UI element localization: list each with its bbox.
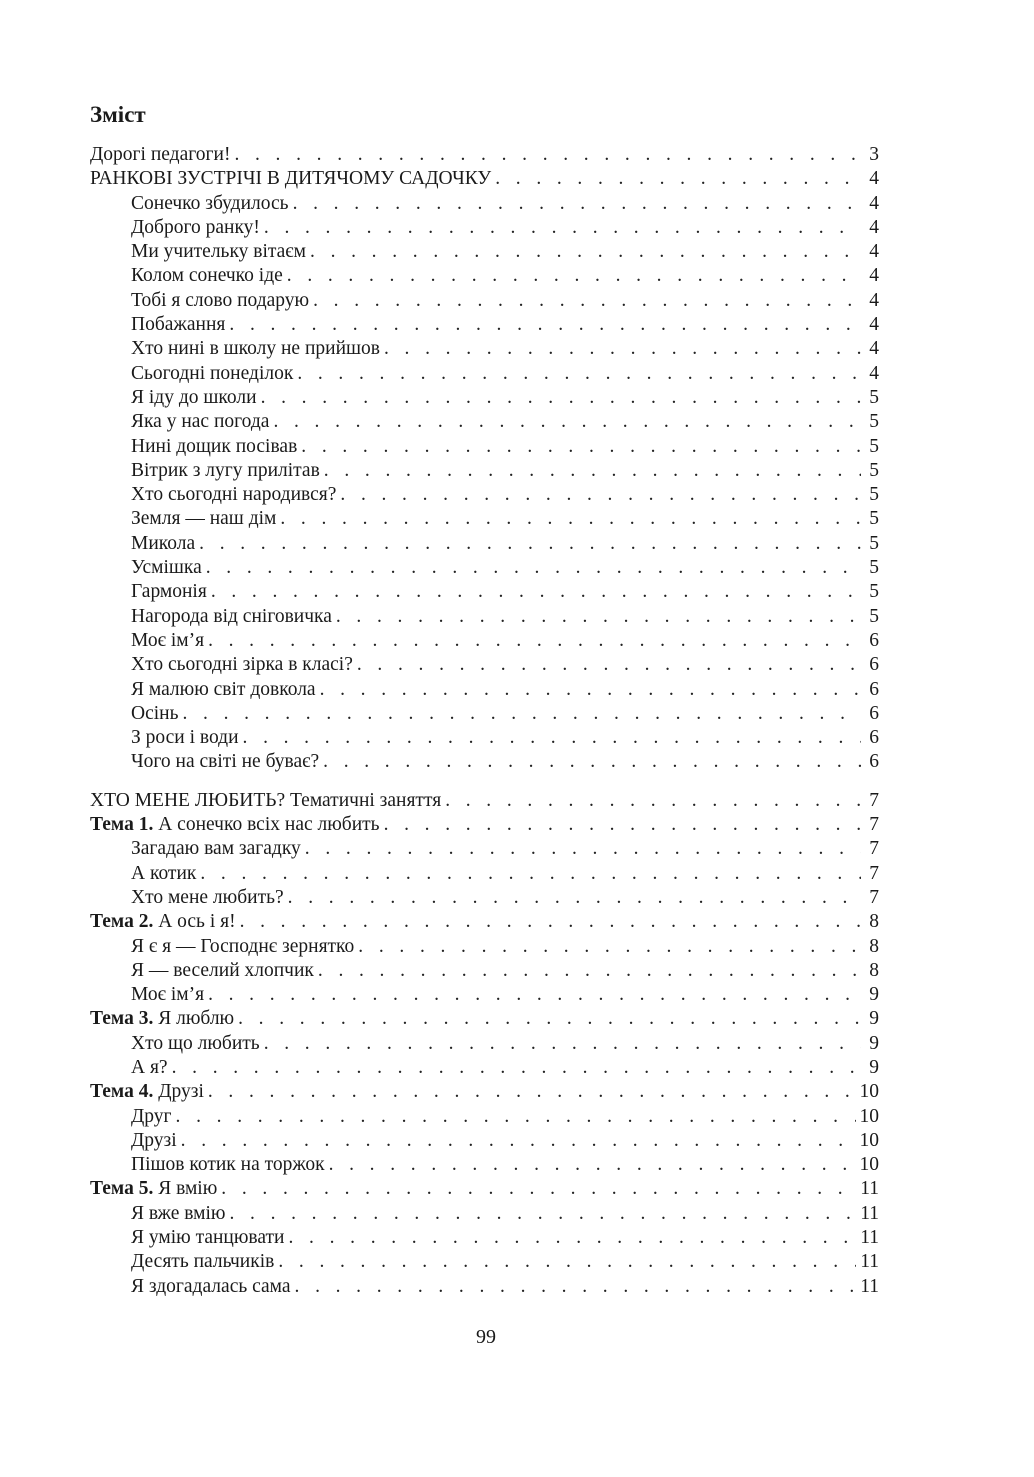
toc-entry-page: 10 [859,1081,879,1103]
toc-entry-page: 8 [869,911,879,933]
toc-entry-title: Микола [131,532,196,554]
toc-entry [90,1129,879,1153]
toc-entry-title: Хто мене любить? [131,886,284,908]
dot-leader [384,813,861,837]
toc-entry-page: 11 [860,1251,879,1273]
toc-entry-page: 10 [859,1154,879,1176]
toc-entry-title-group [131,289,309,313]
toc-entry-title: Осінь [131,702,179,724]
toc-entry-title: А ось і я! [158,911,236,933]
toc-entry-title-group [131,459,320,483]
toc-entry [90,143,879,167]
toc-entry-title-group [131,1226,285,1250]
toc-entry [90,1056,879,1080]
dot-leader [200,862,861,886]
toc-entry [90,605,879,629]
dot-leader [445,789,861,813]
dot-leader [243,726,861,750]
toc-entry-page: 6 [869,702,879,724]
toc-entry-label: Тема 3. [90,1008,154,1030]
dot-leader [234,143,861,167]
toc-entry-page: 4 [869,338,879,360]
toc-entry [90,410,879,434]
toc-entry-title: Я малюю світ довкола [131,678,316,700]
toc-entry-title-group [90,813,380,837]
toc-entry-title-group [131,240,306,264]
dot-leader [176,1105,856,1129]
toc-entry-page: 11 [860,1202,879,1224]
toc-entry [90,1275,879,1299]
toc-entry-title-group [131,1032,260,1056]
toc-entry-title: Нагорода від сніговичка [131,605,332,627]
dot-leader [384,337,861,361]
dot-leader [318,959,861,983]
dot-leader [264,1032,861,1056]
toc-entry-title-group [131,1129,177,1153]
toc-entry-title: ХТО МЕНЕ ЛЮБИТЬ? Тематичні заняття [90,789,442,811]
toc-entry-page: 6 [869,678,879,700]
toc-entry [90,1177,879,1201]
dot-leader [336,605,861,629]
dot-leader [206,556,861,580]
toc-entry-title: Вітрик з лугу прилітав [131,459,320,481]
toc-entry-title: Я — веселий хлопчик [131,959,314,981]
dot-leader [305,837,861,861]
toc-entry-title: Я здогадалась сама [131,1275,291,1297]
toc-entry-title-group [131,410,269,434]
toc-entry-title: Друзі [131,1129,177,1151]
toc-entry-page: 3 [869,144,879,165]
toc-entry-title-group [131,337,380,361]
dot-leader [182,702,861,726]
toc-entry-title-group [131,1153,325,1177]
toc-entry-title-group [131,935,354,959]
toc-entry-page: 5 [869,386,879,408]
toc-entry-title-group [131,678,316,702]
toc-entry-title-group [131,1250,274,1274]
toc-entry-page: 10 [859,1129,879,1151]
dot-leader [329,1153,856,1177]
toc-entry-page: 5 [869,557,879,579]
dot-leader [357,653,861,677]
dot-leader [313,289,861,313]
toc-entry [90,750,879,774]
toc-entry-title: Хто сьогодні народився? [131,484,337,506]
toc-entry-page: 7 [869,789,879,811]
toc-entry-title-group [131,580,207,604]
toc-entry [90,886,879,910]
toc-entry-title: РАНКОВІ ЗУСТРІЧІ В ДИТЯЧОМУ САДОЧКУ [90,168,492,190]
toc-entry [90,959,879,983]
toc-entry [90,1080,879,1104]
toc-entry-page: 4 [869,289,879,311]
toc-entry [90,702,879,726]
toc-entry-label: Тема 5. [90,1178,154,1200]
toc-entry [90,167,879,191]
toc-entry [90,386,879,410]
toc-entry-page: 4 [869,314,879,336]
toc-entry-page: 9 [869,984,879,1006]
toc-entry-page: 5 [869,484,879,506]
toc-entry-page: 11 [860,1178,879,1200]
toc-entry-label: Тема 4. [90,1081,154,1103]
toc-entry-title-group [90,789,441,813]
toc-entry-title: Побажання [131,314,226,336]
toc-entry [90,216,879,240]
dot-leader [238,1007,861,1031]
toc-entry-title-group [131,386,257,410]
toc-entry-page: 5 [869,532,879,554]
dot-leader [293,192,861,216]
dot-leader [211,580,861,604]
toc-entry [90,935,879,959]
toc-entry [90,313,879,337]
toc-entry-title: Сонечко збудилось [131,192,289,214]
toc-entry-page: 7 [869,862,879,884]
toc-entry-page: 4 [869,265,879,287]
toc-entry-title: Я люблю [158,1008,235,1030]
toc-entry [90,1032,879,1056]
toc-entry [90,862,879,886]
toc-entry-title-group [131,435,297,459]
dot-leader [288,886,861,910]
toc-entry [90,580,879,604]
toc-entry-title-group [131,886,284,910]
toc-entry [90,192,879,216]
toc-entry-page: 5 [869,435,879,457]
toc-entry [90,240,879,264]
toc-entry-title: Хто сьогодні зірка в класі? [131,654,353,676]
dot-leader [289,1226,857,1250]
toc-entry-page: 5 [869,411,879,433]
dot-leader [324,459,861,483]
toc-entry [90,532,879,556]
toc-entry-title-group [131,983,204,1007]
toc-entry [90,362,879,386]
toc-entry-title: Яка у нас погода [131,411,270,433]
dot-leader [208,629,861,653]
toc-entry-page: 9 [869,1056,879,1078]
dot-leader [297,362,861,386]
toc-entry [90,1153,879,1177]
toc-entry-title: Дорогі педагоги! [90,144,231,165]
dot-leader [208,1080,856,1104]
toc-entry-title: Чого на світі не буває? [131,751,320,773]
toc-entry-title-group [90,1177,217,1201]
toc-entry-title: Я вмію [158,1178,218,1200]
toc-entry [90,1250,879,1274]
toc-entry-title-group [131,750,319,774]
dot-leader [208,983,861,1007]
toc-entry [90,726,879,750]
dot-leader [320,678,861,702]
page-number: 99 [476,1326,496,1348]
toc-entry [90,910,879,934]
toc-entry-page: 5 [869,581,879,603]
toc-entry-title-group [131,192,289,216]
toc-entry [90,483,879,507]
toc-entry-title-group [131,507,276,531]
toc-entry-page: 7 [869,814,879,836]
toc-entry-page: 7 [869,886,879,908]
toc-entry [90,653,879,677]
toc-entry-title: Моє ім’я [131,629,205,651]
toc-entry [90,1105,879,1129]
dot-leader [199,532,861,556]
toc-entry-title: Усмішка [131,557,202,579]
toc-entry-title-group [90,1080,204,1104]
toc-entry-page: 7 [869,838,879,860]
toc-entry [90,678,879,702]
toc-entry-title-group [131,1202,225,1226]
toc-entry-title-group [131,629,204,653]
toc-entry-title: Нині дощик посівав [131,435,298,457]
toc-entry-page: 8 [869,935,879,957]
toc-entry-title-group [90,143,230,167]
toc-entry-title: А я? [131,1056,168,1078]
toc-entry-title-group [131,216,260,240]
toc-entry-title-group [131,726,239,750]
table-of-contents [90,143,879,1299]
toc-entry [90,337,879,361]
toc-entry [90,1202,879,1226]
toc-entry-title-group [90,1007,234,1031]
toc-entry [90,289,879,313]
toc-entry-page: 6 [869,751,879,773]
toc-entry-title: Колом сонечко іде [131,265,283,287]
toc-entry-title-group [131,556,202,580]
toc-entry-label: Тема 1. [90,814,154,836]
toc-entry-page: 9 [869,1032,879,1054]
page-title: Зміст [90,102,146,127]
toc-entry [90,507,879,531]
dot-leader [295,1275,857,1299]
toc-entry-title-group [131,702,178,726]
toc-entry [90,837,879,861]
toc-entry-title: Хто нині в школу не прийшов [131,338,380,360]
toc-entry-page: 6 [869,629,879,651]
toc-entry-page: 11 [860,1227,879,1249]
toc-entry-page: 5 [869,508,879,530]
toc-entry-title-group [131,1275,291,1299]
toc-entry-title: Я іду до школи [131,386,257,408]
toc-entry-page: 6 [869,727,879,749]
toc-entry-page: 10 [859,1105,879,1127]
toc-entry-title: Моє ім’я [131,984,205,1006]
toc-entry-page: 4 [869,168,879,190]
toc-entry [90,435,879,459]
toc-entry-title-group [90,910,236,934]
toc-entry-title: Загадаю вам загадку [131,838,301,860]
toc-entry-title: Сьогодні понеділок [131,362,294,384]
toc-entry-title: Друг [131,1105,172,1127]
toc-entry-title: Доброго ранку! [131,216,260,238]
toc-entry-page: 5 [869,605,879,627]
dot-leader [278,1250,856,1274]
toc-entry-title-group [131,1105,172,1129]
dot-leader [323,750,861,774]
toc-entry [90,459,879,483]
toc-entry-page: 4 [869,362,879,384]
toc-entry-title: З роси і води [131,727,239,749]
toc-entry-page: 4 [869,241,879,263]
toc-entry-title: Друзі [158,1081,204,1103]
toc-entry-title: Я є я — Господнє зернятко [131,935,355,957]
dot-leader [181,1129,856,1153]
dot-leader [301,435,861,459]
toc-entry-page: 8 [869,959,879,981]
toc-entry-title: Тобі я слово подарую [131,289,310,311]
toc-entry-title-group [131,959,314,983]
toc-entry-label: Тема 2. [90,911,154,933]
toc-entry-title: Пішов котик на торжок [131,1154,325,1176]
dot-leader [229,1202,856,1226]
toc-entry-title-group [131,1056,168,1080]
dot-leader [273,410,861,434]
dot-leader [280,507,861,531]
toc-entry [90,264,879,288]
toc-entry [90,813,879,837]
toc-entry-title: Десять пальчиків [131,1251,275,1273]
toc-entry-title-group [131,483,336,507]
toc-entry [90,629,879,653]
dot-leader [340,483,861,507]
toc-entry-title: А котик [131,862,197,884]
toc-entry-title: Хто що любить [131,1032,260,1054]
dot-leader [261,386,861,410]
toc-entry-page: 11 [860,1275,879,1297]
toc-entry-title-group [90,167,491,191]
toc-entry-title-group [131,264,283,288]
dot-leader [358,935,861,959]
toc-entry-title-group [131,313,225,337]
toc-entry [90,556,879,580]
toc-entry-title-group [131,362,293,386]
dot-leader [240,910,861,934]
toc-entry-title-group [131,532,195,556]
toc-entry-title: Земля — наш дім [131,508,277,530]
toc-entry-title: А сонечко всіх нас любить [158,814,380,836]
toc-entry [90,789,879,813]
toc-entry [90,983,879,1007]
dot-leader [310,240,861,264]
toc-entry-page: 5 [869,459,879,481]
toc-entry-title: Ми учительку вітаєм [131,241,307,263]
dot-leader [287,264,861,288]
toc-entry-title: Я умію танцювати [131,1227,285,1249]
toc-entry [90,1007,879,1031]
toc-entry [90,1226,879,1250]
toc-entry-page: 4 [869,192,879,214]
dot-leader [229,313,861,337]
toc-entry-title: Гармонія [131,581,207,603]
dot-leader [172,1056,861,1080]
toc-entry-title-group [131,653,353,677]
toc-entry-title-group [131,605,332,629]
toc-entry-page: 6 [869,654,879,676]
dot-leader [264,216,861,240]
dot-leader [221,1177,856,1201]
toc-entry-title-group [131,837,301,861]
toc-entry-page: 4 [869,216,879,238]
toc-entry-title: Я вже вмію [131,1202,226,1224]
toc-entry-page: 9 [869,1008,879,1030]
toc-entry-title-group [131,862,196,886]
dot-leader [495,167,861,191]
